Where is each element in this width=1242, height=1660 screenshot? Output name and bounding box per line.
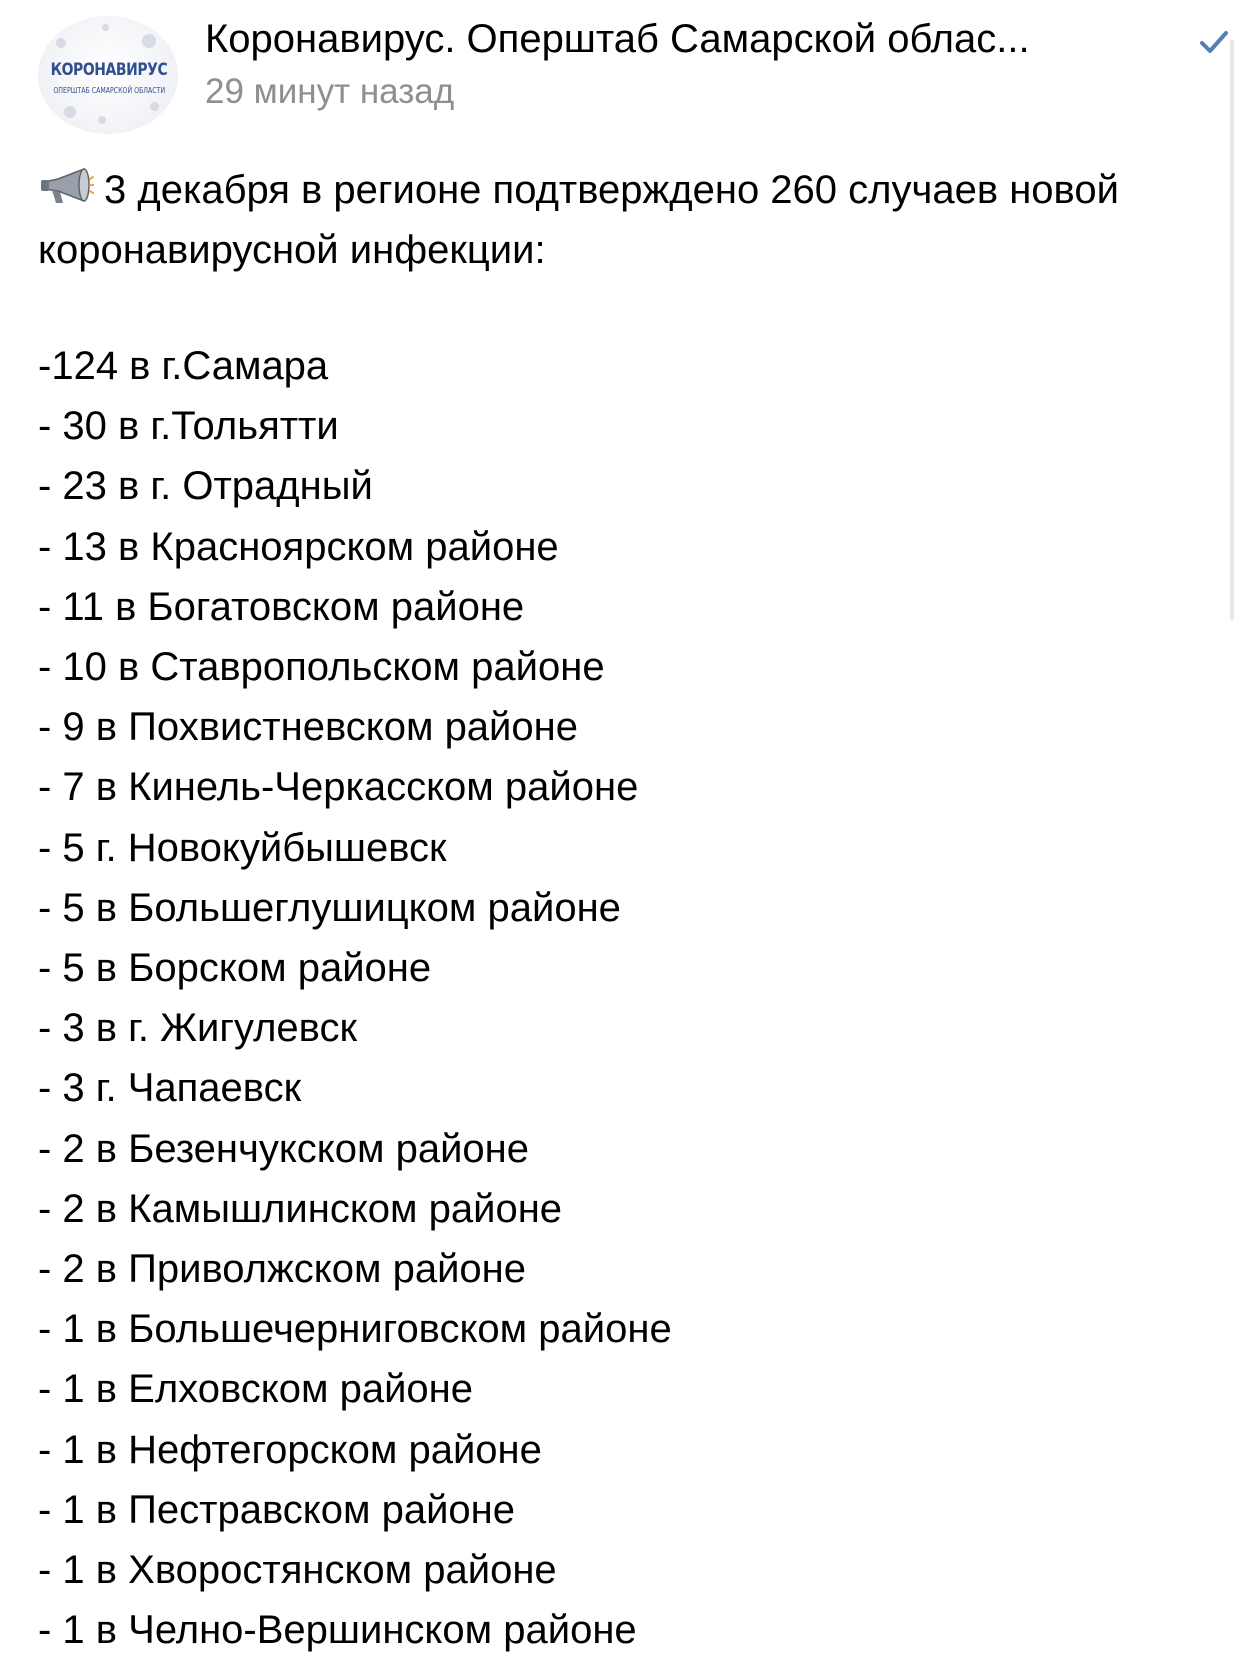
avatar-title: КОРОНАВИРУС: [50, 60, 168, 80]
list-item: - 3 в г. Жигулевск: [38, 1006, 357, 1051]
list-item: - 1 в Хворостянском районе: [38, 1548, 557, 1593]
list-item: - 3 г. Чапаевск: [38, 1066, 302, 1111]
verified-check-icon: [1196, 24, 1232, 60]
post-intro: [38, 160, 1188, 280]
avatar-subtitle: ОПЕРШТАБ САМАРСКОЙ ОБЛАСТИ: [53, 86, 166, 95]
list-item: -124 в г.Самара: [38, 344, 329, 388]
list-item: - 1 в Нефтегорском районе: [38, 1427, 542, 1472]
post-timestamp[interactable]: 29 минут назад: [205, 72, 455, 111]
scrollbar[interactable]: [1230, 40, 1234, 620]
list-item: - 2 в Безенчукском районе: [38, 1126, 530, 1171]
list-item: - 10 в Ставропольском районе: [38, 645, 605, 690]
list-item: - 5 г. Новокуйбышевск: [38, 825, 447, 870]
list-item: - 30 в г.Тольятти: [38, 404, 339, 449]
list-item: - 5 в Большеглушицком районе: [38, 885, 621, 930]
list-item: - 2 в Камышлинском районе: [38, 1186, 563, 1231]
avatar[interactable]: [38, 16, 178, 134]
list-item: - 11 в Богатовском районе: [38, 584, 525, 629]
list-item: - 1 в Пестравском районе: [38, 1487, 515, 1532]
list-item: - 1 в Большечерниговском районе: [38, 1307, 672, 1352]
list-item: - 23 в г. Отрадный: [38, 464, 373, 509]
list-item: - 5 в Борском районе: [38, 946, 432, 991]
list-item: - 1 в Елховском районе: [38, 1367, 473, 1412]
case-list: [38, 336, 672, 1660]
list-item: - 13 в Красноярском районе: [38, 524, 559, 569]
list-item: - 9 в Похвистневском районе: [38, 705, 578, 750]
list-item: - 7 в Кинель-Черкасском районе: [38, 765, 639, 810]
list-item: - 1 в Челно-Вершинском районе: [38, 1608, 637, 1653]
list-item: - 2 в Приволжском районе: [38, 1247, 526, 1292]
intro-text: 3 декабря в регионе подтверждено 260 случаев новой коронавирусной инфекции:: [38, 168, 1119, 272]
author-name[interactable]: Коронавирус. Оперштаб Самарской облас...: [205, 17, 1030, 61]
megaphone-icon: [38, 167, 94, 207]
